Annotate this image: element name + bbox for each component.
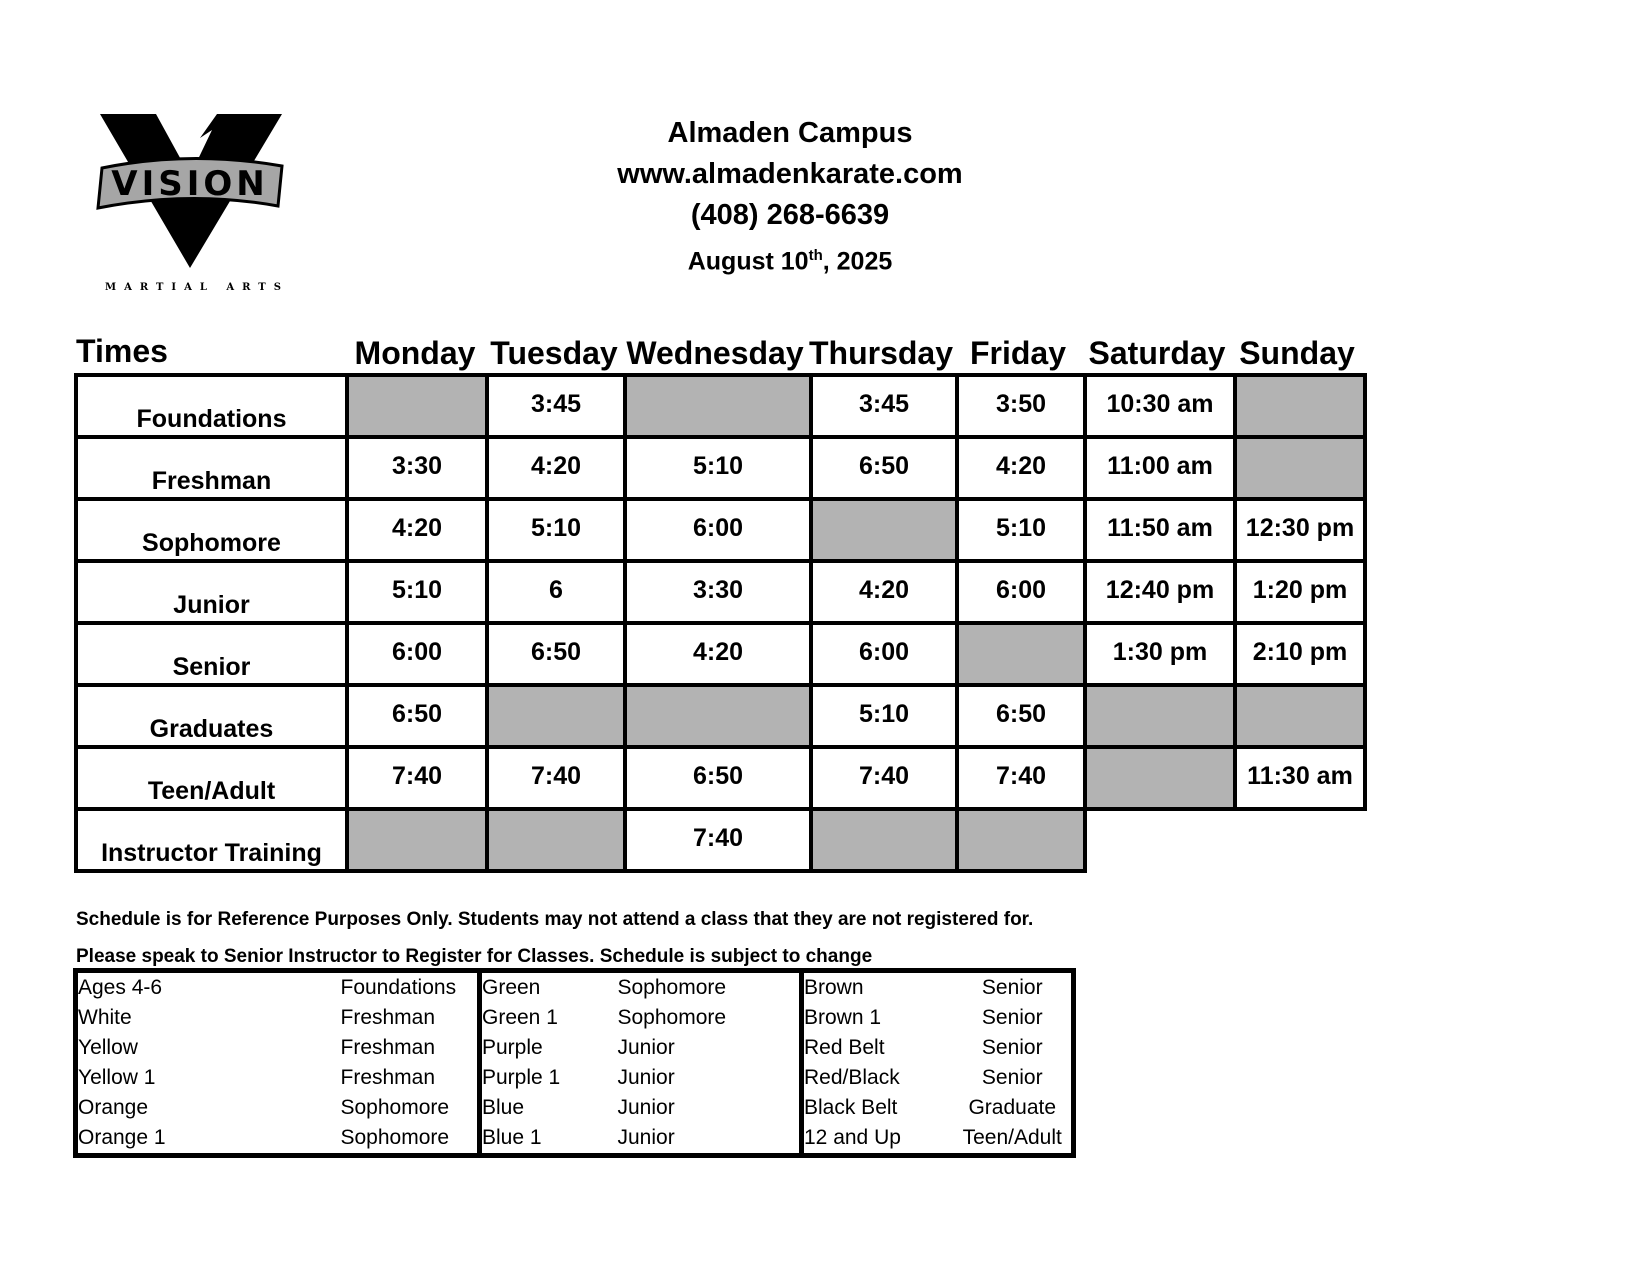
no-class-cell-friday: [957, 809, 1085, 871]
schedule-table: [74, 373, 1367, 873]
belt-level: Sophomore: [618, 1003, 802, 1033]
date-year: , 2025: [822, 247, 893, 276]
belt-name: Yellow: [78, 1036, 138, 1059]
empty-space: [1235, 809, 1365, 871]
belt-name: Purple: [482, 1036, 543, 1059]
class-time-wednesday: 6:00: [625, 499, 811, 561]
belt-name: 12 and Up: [804, 1126, 901, 1149]
class-level-label: Freshman: [76, 437, 347, 499]
class-level-label: Graduates: [76, 685, 347, 747]
belt-name: Orange 1: [78, 1126, 166, 1149]
belt-level: Senior: [981, 976, 1043, 999]
belt-legend-row: [76, 1063, 1074, 1093]
class-time-monday: 6:50: [347, 685, 487, 747]
no-class-cell-saturday: [1085, 747, 1235, 809]
belt-level: Senior: [981, 1006, 1043, 1029]
belt-name: Black Belt: [804, 1096, 898, 1119]
class-time-sunday: 12:30 pm: [1235, 499, 1365, 561]
class-time-thursday: 4:20: [811, 561, 957, 623]
times-label: Times: [76, 333, 168, 369]
belt-name: White: [78, 1006, 132, 1029]
day-header-friday: Friday: [969, 335, 1067, 371]
day-header-thursday: Thursday: [808, 335, 954, 371]
belt-name: Brown 1: [804, 1006, 882, 1029]
belt-level: Junior: [618, 1093, 802, 1123]
class-time-thursday: 6:00: [811, 623, 957, 685]
class-time-monday: 6:00: [347, 623, 487, 685]
website-text: www.almadenkarate.com: [617, 158, 963, 190]
no-class-cell-wednesday: [625, 375, 811, 437]
class-time-sunday: 1:20 pm: [1235, 561, 1365, 623]
class-time-sunday: 11:30 am: [1235, 747, 1365, 809]
schedule-row: [76, 747, 1365, 809]
class-time-tuesday: 6:50: [487, 623, 625, 685]
campus-header: [540, 113, 1040, 281]
no-class-cell-monday: [347, 809, 487, 871]
schedule-row: [76, 437, 1365, 499]
belt-level: Freshman: [341, 1003, 480, 1033]
belt-legend-row: [76, 1093, 1074, 1123]
belt-name: Blue: [482, 1096, 525, 1119]
belt-level: Sophomore: [618, 971, 802, 1004]
class-time-wednesday: 7:40: [625, 809, 811, 871]
class-time-saturday: 1:30 pm: [1085, 623, 1235, 685]
class-time-friday: 6:50: [957, 685, 1085, 747]
no-class-cell-sunday: [1235, 437, 1365, 499]
schedule-row: [76, 809, 1365, 871]
phone-number: (408) 268-6639: [690, 199, 890, 231]
class-time-saturday: 12:40 pm: [1085, 561, 1235, 623]
day-header-saturday: Saturday: [1088, 335, 1226, 371]
day-header-tuesday: Tuesday: [490, 335, 618, 371]
class-time-friday: 4:20: [957, 437, 1085, 499]
class-time-monday: 7:40: [347, 747, 487, 809]
belt-name: Green 1: [482, 1006, 558, 1029]
logo-tagline: MARTIAL ARTS: [105, 282, 289, 293]
no-class-cell-sunday: [1235, 685, 1365, 747]
schedule-date: [540, 236, 1040, 281]
no-class-cell-monday: [347, 375, 487, 437]
belt-level: Freshman: [341, 1033, 480, 1063]
belt-level: Junior: [618, 1063, 802, 1093]
no-class-cell-saturday: [1085, 685, 1235, 747]
belt-legend-row: [76, 1033, 1074, 1063]
no-class-cell-friday: [957, 623, 1085, 685]
reference-note: Schedule is for Reference Purposes Only. Students may not attend a class that they are not registered for.: [76, 909, 1034, 930]
belt-level: Junior: [618, 1123, 802, 1156]
belt-name: Orange: [78, 1096, 149, 1119]
belt-name: Red/Black: [804, 1066, 900, 1089]
no-class-cell-tuesday: [487, 809, 625, 871]
no-class-cell-tuesday: [487, 685, 625, 747]
belt-level: Graduate: [968, 1096, 1057, 1119]
day-header-monday: Monday: [354, 335, 476, 371]
no-class-cell-thursday: [811, 499, 957, 561]
belt-name: Green: [482, 976, 541, 999]
class-level-label: Junior: [76, 561, 347, 623]
register-note: Please speak to Senior Instructor to Register for Classes. Schedule is subject to change: [76, 946, 873, 967]
class-time-monday: 3:30: [347, 437, 487, 499]
belt-name: Brown: [804, 976, 864, 999]
no-class-cell-sunday: [1235, 375, 1365, 437]
no-class-cell-wednesday: [625, 685, 811, 747]
class-level-label: Instructor Training: [76, 809, 347, 871]
belt-legend-row: [76, 1003, 1074, 1033]
class-time-saturday: 10:30 am: [1085, 375, 1235, 437]
class-time-wednesday: 5:10: [625, 437, 811, 499]
schedule-row: [76, 375, 1365, 437]
class-time-wednesday: 6:50: [625, 747, 811, 809]
belt-level: Foundations: [341, 971, 480, 1004]
class-level-label: Senior: [76, 623, 347, 685]
belt-level: Sophomore: [341, 1123, 480, 1156]
class-time-friday: 3:50: [957, 375, 1085, 437]
belt-level: Junior: [618, 1033, 802, 1063]
date-suffix: th: [808, 247, 823, 264]
class-time-friday: 5:10: [957, 499, 1085, 561]
class-time-monday: 4:20: [347, 499, 487, 561]
day-header-wednesday: Wednesday: [626, 335, 804, 371]
class-time-friday: 6:00: [957, 561, 1085, 623]
class-time-monday: 5:10: [347, 561, 487, 623]
class-level-label: Foundations: [76, 375, 347, 437]
campus-name: Almaden Campus: [667, 117, 913, 149]
class-time-tuesday: 4:20: [487, 437, 625, 499]
schedule-row: [76, 561, 1365, 623]
class-time-sunday: 2:10 pm: [1235, 623, 1365, 685]
class-time-thursday: 5:10: [811, 685, 957, 747]
belt-name: Yellow 1: [78, 1066, 156, 1089]
schedule-row: [76, 685, 1365, 747]
class-time-friday: 7:40: [957, 747, 1085, 809]
belt-legend-row: [76, 971, 1074, 1004]
belt-level: Teen/Adult: [962, 1126, 1062, 1149]
class-time-wednesday: 3:30: [625, 561, 811, 623]
logo-text: VISION: [111, 164, 269, 204]
class-time-tuesday: 5:10: [487, 499, 625, 561]
belt-name: Purple 1: [482, 1066, 561, 1089]
class-time-tuesday: 7:40: [487, 747, 625, 809]
date-month-day: August 10: [687, 247, 809, 276]
schedule-row: [76, 623, 1365, 685]
class-time-saturday: 11:00 am: [1085, 437, 1235, 499]
class-time-wednesday: 4:20: [625, 623, 811, 685]
belt-level: Sophomore: [341, 1093, 480, 1123]
class-time-saturday: 11:50 am: [1085, 499, 1235, 561]
empty-space: [1085, 809, 1235, 871]
class-time-thursday: 3:45: [811, 375, 957, 437]
schedule-row: [76, 499, 1365, 561]
class-level-label: Sophomore: [76, 499, 347, 561]
class-time-thursday: 7:40: [811, 747, 957, 809]
belt-name: Ages 4-6: [78, 976, 163, 999]
vision-logo: [92, 110, 302, 300]
belt-legend-table: [73, 968, 1076, 1158]
class-time-tuesday: 3:45: [487, 375, 625, 437]
belt-name: Blue 1: [482, 1126, 542, 1149]
class-level-label: Teen/Adult: [76, 747, 347, 809]
belt-level: Freshman: [341, 1063, 480, 1093]
day-header-sunday: Sunday: [1239, 335, 1355, 371]
belt-level: Senior: [981, 1066, 1043, 1089]
v-emblem-icon: [92, 110, 302, 280]
class-time-tuesday: 6: [487, 561, 625, 623]
belt-level: Senior: [981, 1036, 1043, 1059]
belt-legend-row: [76, 1123, 1074, 1156]
class-time-thursday: 6:50: [811, 437, 957, 499]
belt-name: Red Belt: [804, 1036, 885, 1059]
no-class-cell-thursday: [811, 809, 957, 871]
